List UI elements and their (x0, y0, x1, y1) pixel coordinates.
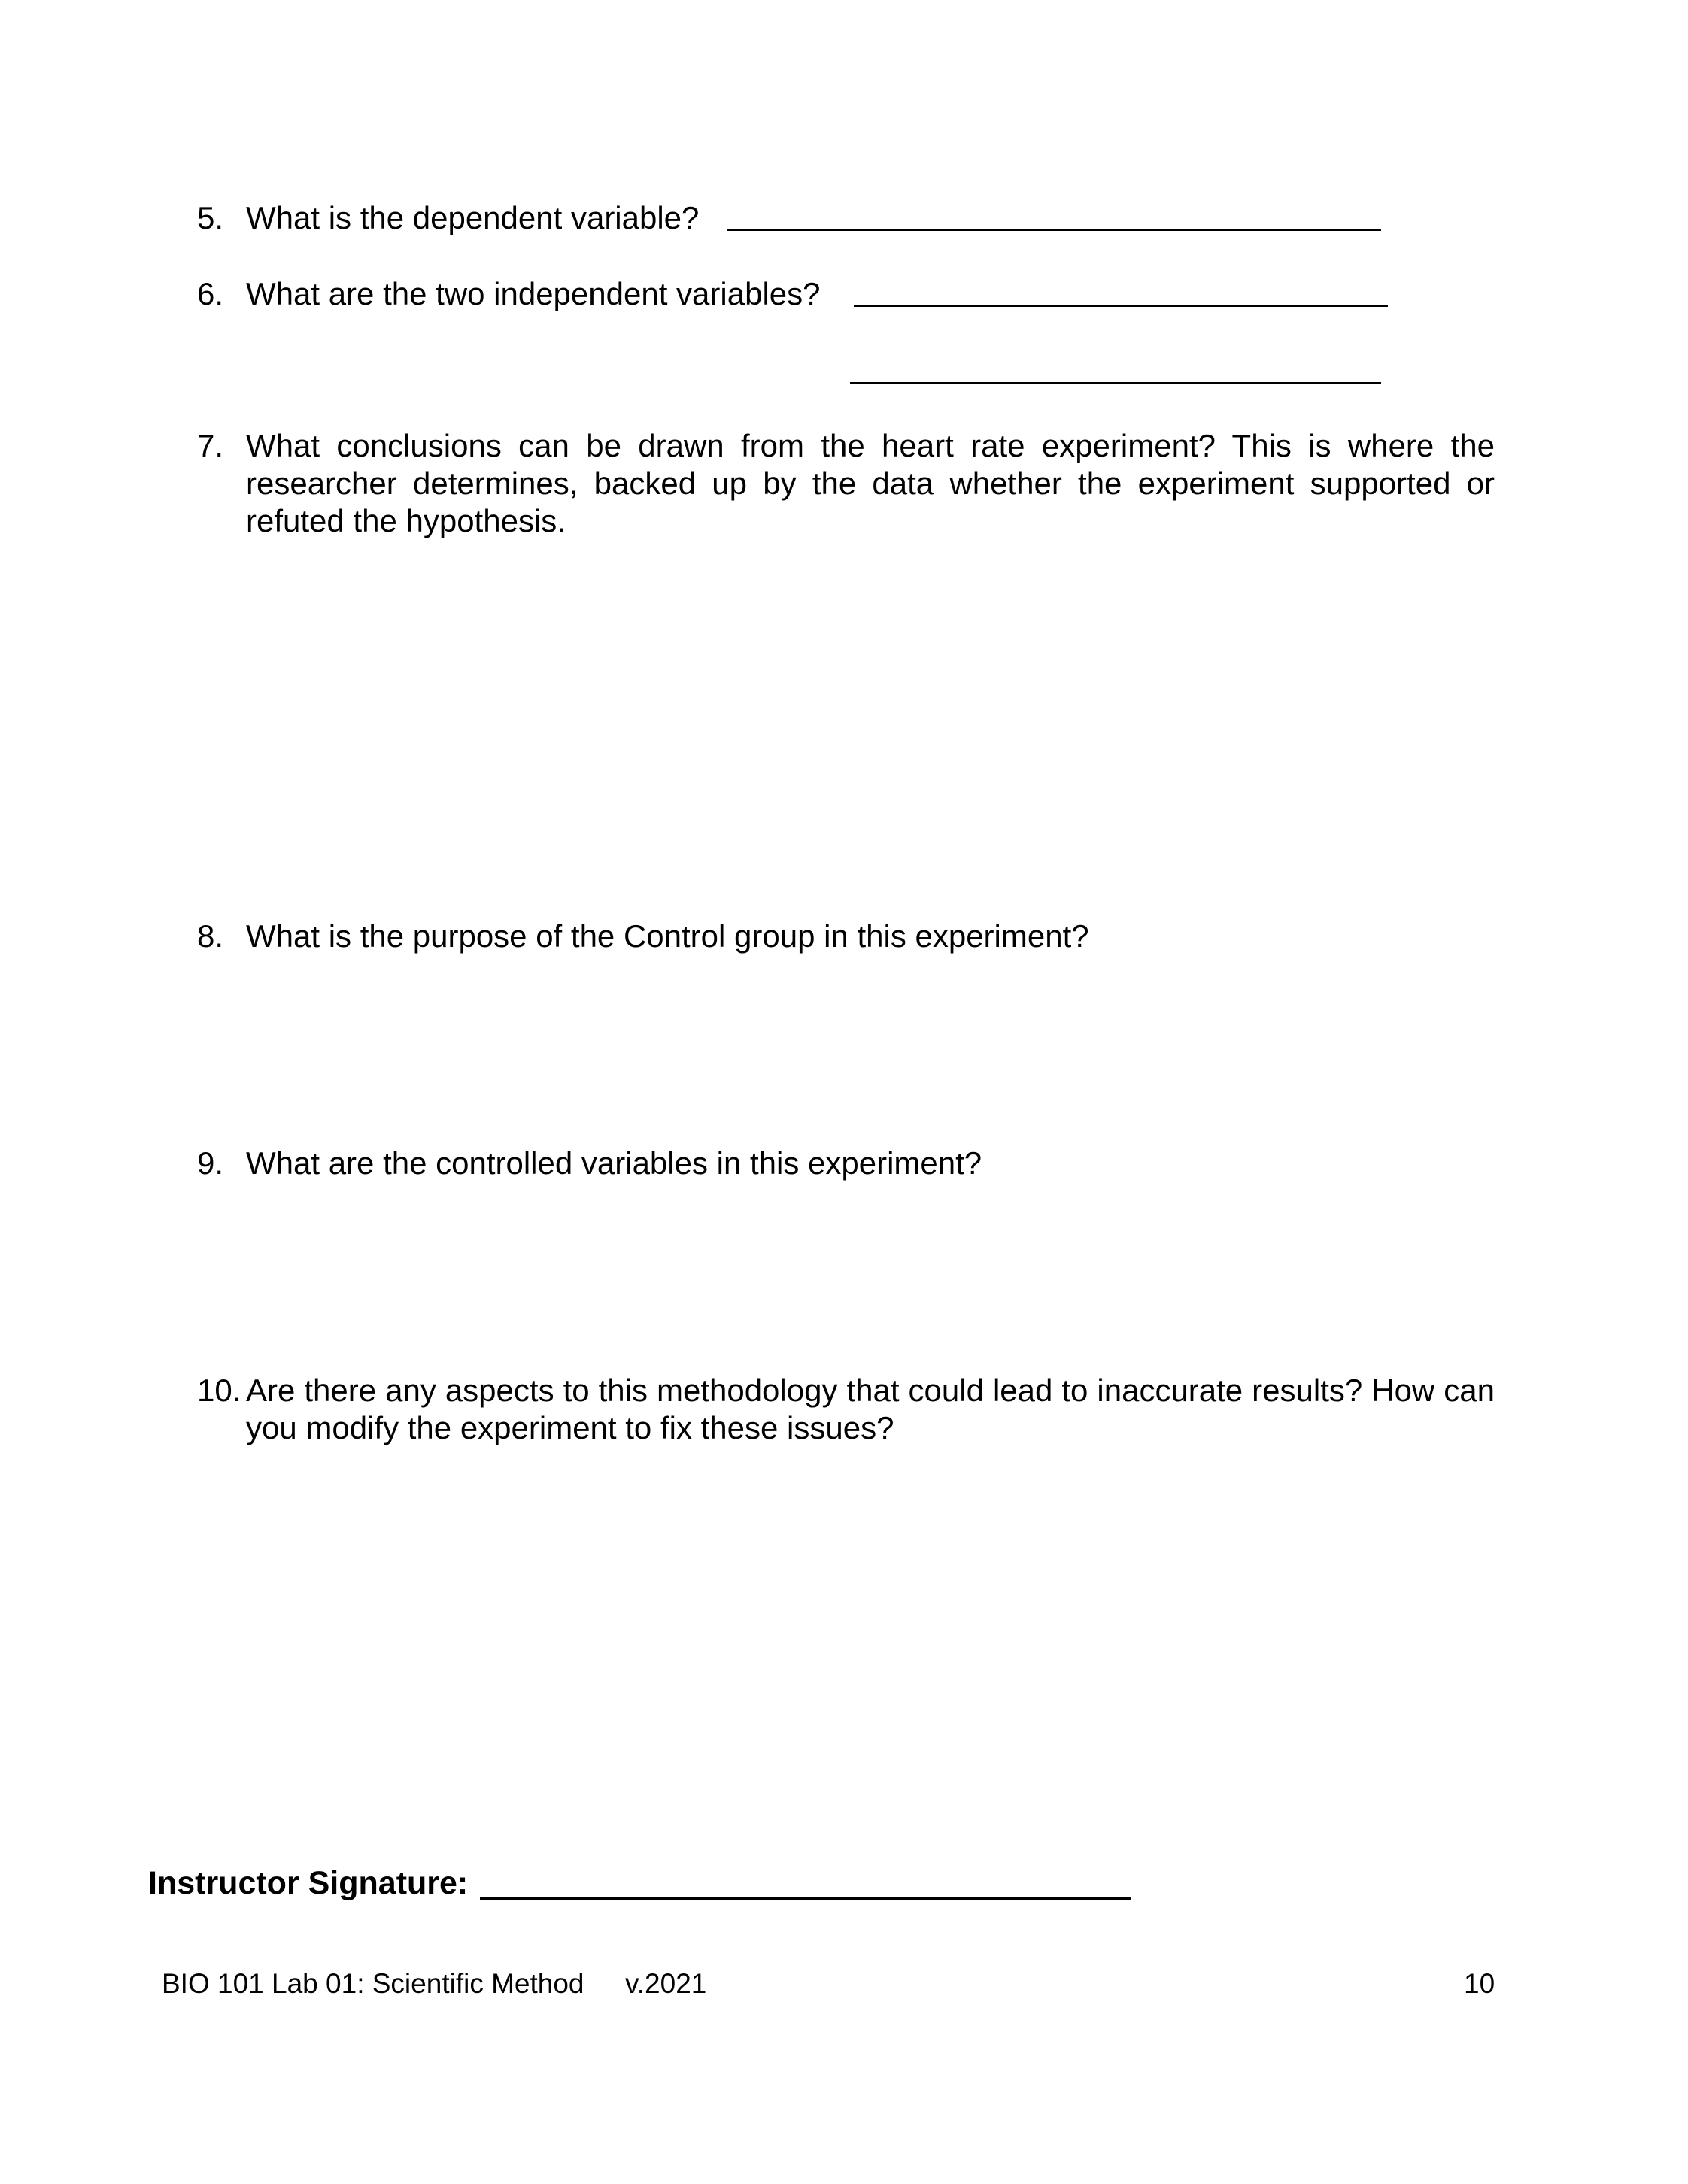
question-7-text: What conclusions can be drawn from the heart rate experiment? This is where the researcher determines, backed up by the data whether the experiment supported or refuted the hypothesis. (246, 428, 1495, 538)
question-8-text: What is the purpose of the Control group in this experiment? (246, 918, 1089, 954)
footer-version: v.2021 (625, 1968, 707, 1999)
question-10-number: 10. (197, 1373, 241, 1408)
question-9-text: What are the controlled variables in this experiment? (246, 1145, 982, 1181)
question-6-text: What are the two independent variables? (246, 276, 821, 311)
question-6-number: 6. (197, 276, 224, 311)
footer-page-number: 10 (1464, 1968, 1495, 1999)
question-5-number: 5. (197, 200, 224, 235)
question-7-number: 7. (197, 428, 224, 463)
question-5-text: What is the dependent variable? (246, 200, 700, 235)
instructor-signature-label: Instructor Signature: (148, 1865, 469, 1901)
question-9-number: 9. (197, 1145, 224, 1181)
question-8-number: 8. (197, 918, 224, 954)
question-5-answer-line[interactable] (727, 229, 1381, 231)
question-6-answer-line-1[interactable] (854, 305, 1388, 307)
footer-course-title: BIO 101 Lab 01: Scientific Method (162, 1968, 584, 1999)
question-6-answer-line-2[interactable] (850, 382, 1381, 384)
question-10-text: Are there any aspects to this methodology that could lead to inaccurate results? How can you modify the experiment to fix these issues? (246, 1373, 1495, 1445)
instructor-signature-line[interactable] (480, 1897, 1131, 1900)
